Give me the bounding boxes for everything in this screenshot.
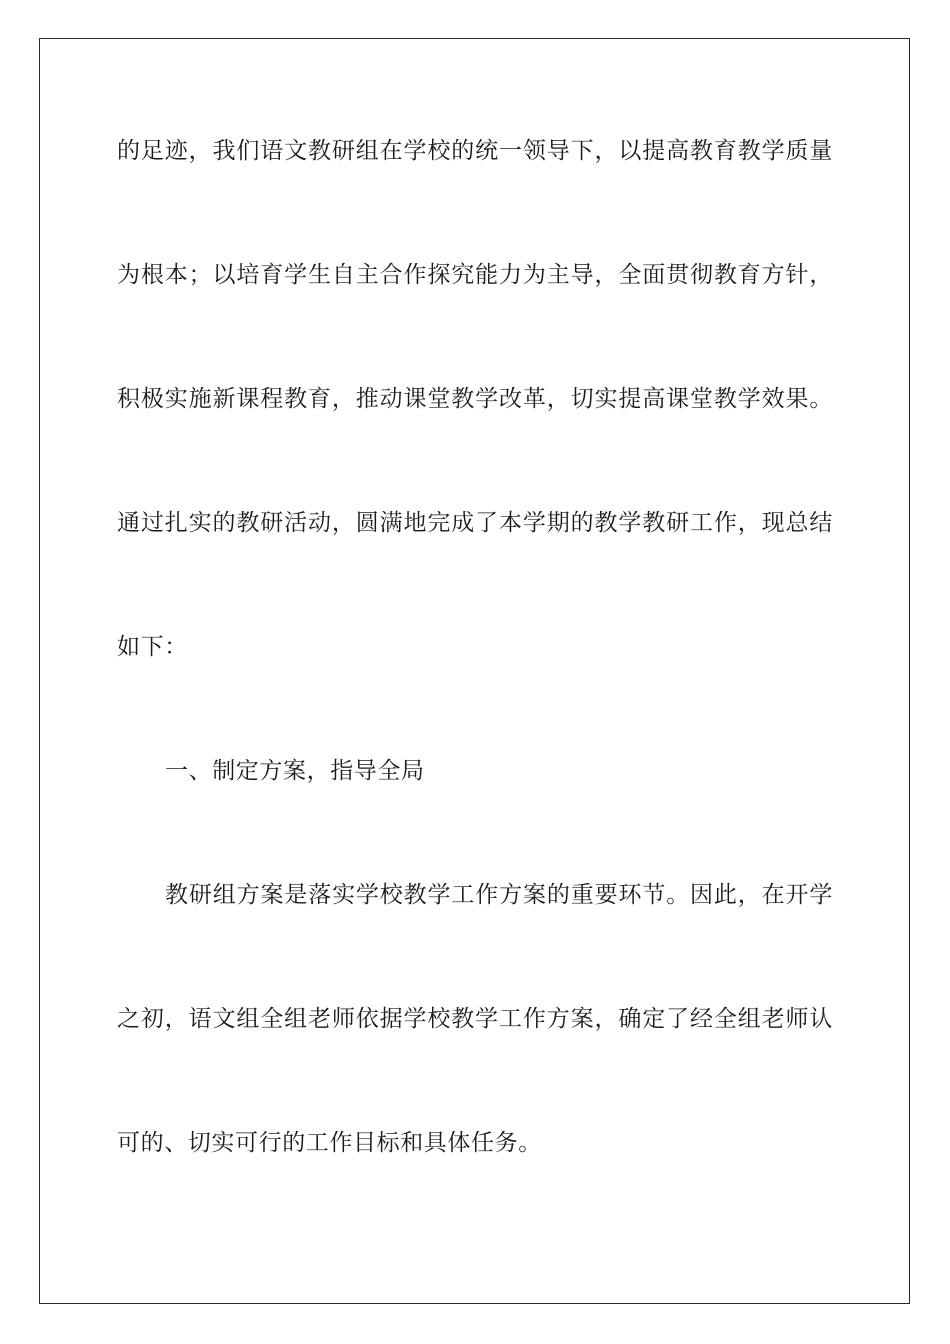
paragraph-line-2: 为根本；以培育学生自主合作探究能力为主导，全面贯彻教育方针， — [117, 262, 833, 288]
paragraph-line-1: 的足迹，我们语文教研组在学校的统一领导下，以提高教育教学质量 — [117, 138, 833, 164]
section-heading: 一、制定方案，指导全局 — [165, 758, 425, 784]
paragraph-line-5: 如下： — [117, 634, 188, 660]
paragraph-line-4: 通过扎实的教研活动，圆满地完成了本学期的教学教研工作，现总结 — [117, 510, 833, 536]
paragraph-line-8: 之初，语文组全组老师依据学校教学工作方案，确定了经全组老师认 — [117, 1006, 833, 1032]
paragraph-line-3: 积极实施新课程教育，推动课堂教学改革，切实提高课堂教学效果。 — [117, 386, 833, 412]
paragraph-line-9: 可的、切实可行的工作目标和具体任务。 — [117, 1130, 542, 1156]
page-border — [39, 38, 910, 1304]
paragraph-line-7: 教研组方案是落实学校教学工作方案的重要环节。因此，在开学 — [165, 882, 833, 908]
